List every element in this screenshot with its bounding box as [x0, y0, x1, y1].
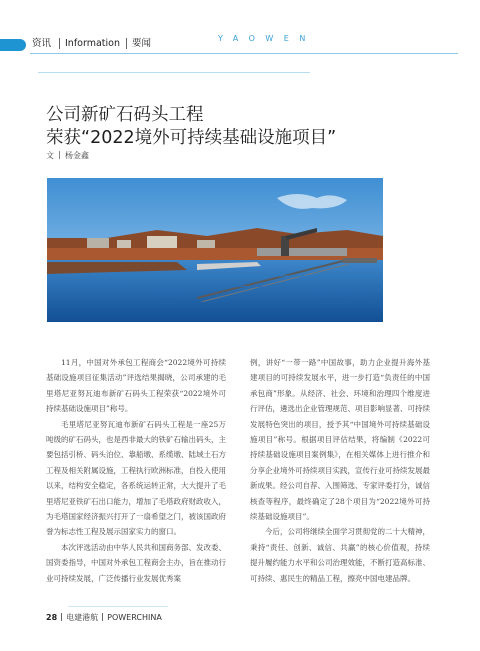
section-label-en: Information: [65, 38, 120, 49]
header-rule: [30, 53, 458, 54]
footer-divider: [61, 613, 62, 621]
body-paragraph: 毛里塔尼亚努瓦迪布新矿石码头工程是一座25万吨级的矿石码头，也是西非最大的铁矿石输出码头，主要包括引桥、码头泊位、靠船墩、系缆墩、陆域土石方工程及相关附属设施，工程执行欧洲标准，自投入使用以来，结构安全稳定，各系统运转正常，大大提升了毛里塔尼亚铁矿石出口能力，增加了毛塔政府财政收入，为毛塔国家经济振兴打开了一扇希望之门，被该国政府誉为标志性工程及展示国家实力的窗口。: [46, 419, 226, 537]
section-pinyin: YAOWEN: [218, 34, 316, 43]
brand-name: POWERCHINA: [107, 613, 162, 622]
body-paragraph-continued: 例，讲好“一带一路”中国故事，助力企业提升海外基建项目的可持续发展水平，进一步打造“负责任的中国承包商”形象。从经济、社会、环境和治理四个维度进行评估，遴选出企业管理规范、项目影响显著、可持续发展特色突出的项目，授予其“中国境外可持续基础设施项目”称号。根据项目评估结果，将编制《2022可持续基础设施项目案例集》，在相关媒体上进行推介和分享企业境外可持续项目实践，宣传行业可持续发展最新成果。经公司自荐、入围筛选、专家评委打分，诚信核查等程序，最终确定了28个项目为“2022境外可持续基础设施项目”。: [250, 358, 430, 522]
magazine-name: 电建港航: [66, 613, 99, 622]
page-footer: [46, 612, 162, 623]
body-column-left: [46, 355, 226, 586]
article-title: [46, 104, 406, 150]
header-band: [0, 34, 480, 56]
byline: [46, 150, 89, 161]
footer-divider: [102, 613, 103, 621]
author-name: 杨金鑫: [65, 151, 89, 160]
byline-divider: [59, 151, 60, 159]
body-paragraph: 本次评选活动由中华人民共和国商务部、发改委、国资委指导，中国对外承包工程商会主办，旨在推动行业可持续发展，广泛传播行业发展优秀案: [46, 542, 226, 583]
body-paragraph: 11月，中国对外承包工程商会“2022境外可持续基础设施项目征集活动”评选结果揭晓，公司承建的毛里塔尼亚努瓦迪布新矿石码头工程荣获“2022境外可持续基础设施项目”称号。: [46, 358, 226, 414]
byline-prefix: 文: [46, 151, 54, 160]
title-line-1: 公司新矿石码头工程: [46, 105, 204, 125]
footer-rule: [68, 606, 168, 607]
page-number: 28: [46, 613, 58, 622]
nav-divider: [59, 38, 60, 49]
title-line-2: 荣获“2022境外可持续基础设施项目”: [46, 128, 337, 148]
body-column-right: [250, 355, 430, 586]
decorative-rule: [38, 72, 310, 73]
nav-divider: [126, 38, 127, 49]
section-marker: [0, 39, 26, 51]
section-label: 资讯: [32, 38, 52, 49]
port-photo-illustration: [47, 178, 383, 322]
article-photo: [47, 178, 383, 322]
body-paragraph: 今后，公司将继续全面学习贯彻党的二十大精神，秉持“责任、创新、诚信、共赢”的核心价值观，持续提升履约能力水平和公司治理效能，不断打造高标准、可持续、惠民生的精品工程，擦亮中国电建品牌。: [250, 527, 430, 583]
subsection-label: 要闻: [132, 38, 152, 49]
